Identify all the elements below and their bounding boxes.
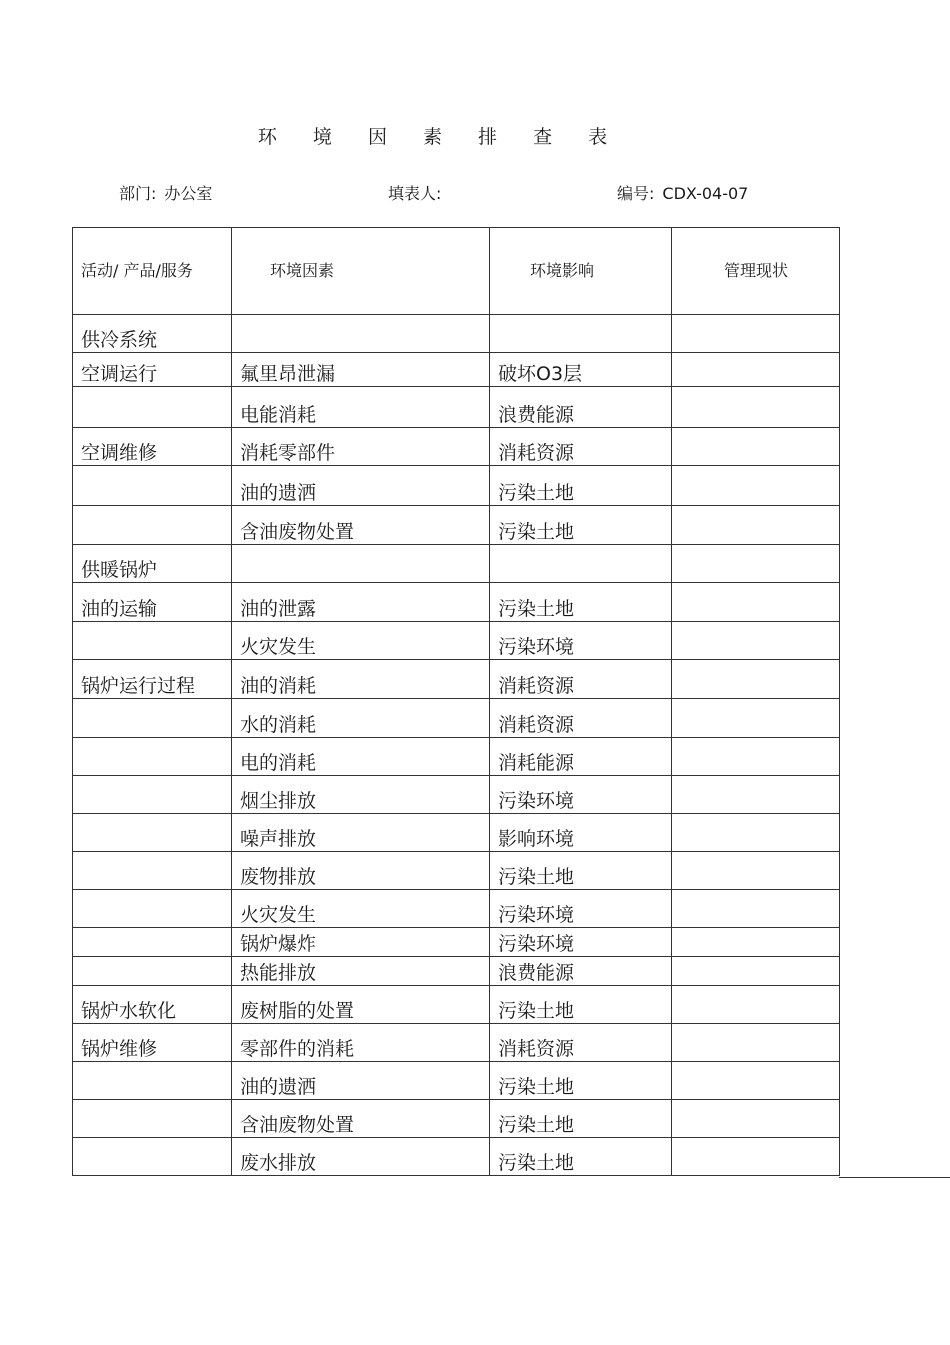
cell-status	[672, 1138, 840, 1176]
cell-activity: 供冷系统	[73, 315, 232, 353]
cell-impact: 污染土地	[490, 583, 672, 622]
cell-impact: 污染环境	[490, 776, 672, 814]
cell-activity	[73, 466, 232, 506]
cell-activity	[73, 699, 232, 738]
cell-factor: 热能排放	[232, 957, 490, 986]
table-row	[73, 1062, 840, 1100]
table-body	[73, 315, 840, 1176]
cell-status	[672, 890, 840, 928]
table-row	[73, 928, 840, 957]
environment-factor-table	[72, 227, 840, 1176]
cell-impact	[490, 545, 672, 583]
table-row	[73, 622, 840, 660]
cell-impact: 污染土地	[490, 986, 672, 1024]
department-value: 办公室	[164, 184, 213, 203]
cell-factor: 电能消耗	[232, 387, 490, 428]
cell-factor	[232, 315, 490, 353]
bottom-rule-extension	[839, 1177, 950, 1178]
cell-activity: 供暖锅炉	[73, 545, 232, 583]
cell-activity	[73, 387, 232, 428]
cell-status	[672, 957, 840, 986]
cell-activity: 锅炉水软化	[73, 986, 232, 1024]
cell-activity: 油的运输	[73, 583, 232, 622]
cell-status	[672, 428, 840, 466]
cell-status	[672, 583, 840, 622]
cell-factor: 油的消耗	[232, 660, 490, 699]
cell-impact: 消耗资源	[490, 660, 672, 699]
cell-activity	[73, 1138, 232, 1176]
cell-factor: 烟尘排放	[232, 776, 490, 814]
cell-status	[672, 545, 840, 583]
table-row	[73, 353, 840, 387]
cell-impact: 消耗资源	[490, 428, 672, 466]
table-row	[73, 814, 840, 852]
table-row	[73, 583, 840, 622]
table-row	[73, 1100, 840, 1138]
filler-label: 填表人:	[388, 184, 442, 203]
cell-factor: 电的消耗	[232, 738, 490, 776]
cell-impact: 污染土地	[490, 506, 672, 545]
table-row	[73, 776, 840, 814]
table-row	[73, 506, 840, 545]
cell-activity	[73, 506, 232, 545]
cell-status	[672, 814, 840, 852]
department-field	[119, 181, 212, 204]
cell-status	[672, 622, 840, 660]
document-title: 环 境 因 素 排 查 表	[257, 126, 623, 148]
table-row	[73, 957, 840, 986]
cell-impact: 污染土地	[490, 466, 672, 506]
cell-impact: 污染土地	[490, 852, 672, 890]
table-row	[73, 890, 840, 928]
cell-activity: 锅炉维修	[73, 1024, 232, 1062]
cell-impact: 消耗资源	[490, 1024, 672, 1062]
cell-impact	[490, 315, 672, 353]
cell-status	[672, 1100, 840, 1138]
cell-activity	[73, 1062, 232, 1100]
table-row	[73, 986, 840, 1024]
table-row	[73, 1024, 840, 1062]
table-row	[73, 428, 840, 466]
cell-status	[672, 986, 840, 1024]
cell-impact: 污染环境	[490, 622, 672, 660]
cell-status	[672, 699, 840, 738]
cell-factor: 噪声排放	[232, 814, 490, 852]
table-row	[73, 315, 840, 353]
cell-factor: 氟里昂泄漏	[232, 353, 490, 387]
table-row	[73, 852, 840, 890]
cell-activity: 锅炉运行过程	[73, 660, 232, 699]
table-row	[73, 699, 840, 738]
code-value: CDX-04-07	[662, 184, 749, 203]
cell-impact: 污染土地	[490, 1062, 672, 1100]
cell-status	[672, 387, 840, 428]
cell-status	[672, 776, 840, 814]
cell-factor: 废树脂的处置	[232, 986, 490, 1024]
cell-status	[672, 738, 840, 776]
cell-factor: 水的消耗	[232, 699, 490, 738]
cell-impact: 浪费能源	[490, 387, 672, 428]
cell-factor: 零部件的消耗	[232, 1024, 490, 1062]
cell-activity	[73, 928, 232, 957]
cell-factor: 废水排放	[232, 1138, 490, 1176]
cell-impact: 污染土地	[490, 1100, 672, 1138]
code-field	[617, 181, 748, 204]
cell-activity	[73, 814, 232, 852]
cell-status	[672, 852, 840, 890]
cell-factor: 含油废物处置	[232, 506, 490, 545]
cell-status	[672, 315, 840, 353]
cell-status	[672, 1062, 840, 1100]
cell-impact: 消耗能源	[490, 738, 672, 776]
table-row	[73, 1138, 840, 1176]
cell-impact: 消耗资源	[490, 699, 672, 738]
cell-factor: 消耗零部件	[232, 428, 490, 466]
cell-activity	[73, 776, 232, 814]
cell-status	[672, 353, 840, 387]
cell-activity	[73, 890, 232, 928]
cell-status	[672, 506, 840, 545]
table-row	[73, 387, 840, 428]
cell-impact: 浪费能源	[490, 957, 672, 986]
header-status: 管理现状	[672, 228, 840, 315]
table-row	[73, 738, 840, 776]
cell-factor	[232, 545, 490, 583]
cell-status	[672, 660, 840, 699]
cell-activity: 空调维修	[73, 428, 232, 466]
cell-status	[672, 928, 840, 957]
header-activity: 活动/ 产品/服务	[73, 228, 232, 315]
cell-impact: 污染环境	[490, 890, 672, 928]
table-row	[73, 466, 840, 506]
cell-activity	[73, 852, 232, 890]
table-row	[73, 545, 840, 583]
cell-impact: 污染环境	[490, 928, 672, 957]
cell-activity: 空调运行	[73, 353, 232, 387]
cell-impact: 污染土地	[490, 1138, 672, 1176]
cell-factor: 油的遗洒	[232, 466, 490, 506]
cell-factor: 废物排放	[232, 852, 490, 890]
table-header-row	[73, 228, 840, 315]
code-label: 编号:	[617, 184, 655, 203]
filler-field	[388, 181, 449, 204]
header-factor: 环境因素	[232, 228, 490, 315]
cell-activity	[73, 622, 232, 660]
cell-activity	[73, 1100, 232, 1138]
cell-factor: 火灾发生	[232, 622, 490, 660]
department-label: 部门:	[119, 184, 157, 203]
header-impact: 环境影响	[490, 228, 672, 315]
cell-factor: 油的遗洒	[232, 1062, 490, 1100]
cell-activity	[73, 957, 232, 986]
cell-activity	[73, 738, 232, 776]
cell-impact: 破坏O3层	[490, 353, 672, 387]
cell-status	[672, 1024, 840, 1062]
cell-factor: 油的泄露	[232, 583, 490, 622]
cell-status	[672, 466, 840, 506]
cell-factor: 含油废物处置	[232, 1100, 490, 1138]
cell-factor: 火灾发生	[232, 890, 490, 928]
table-row	[73, 660, 840, 699]
cell-impact: 影响环境	[490, 814, 672, 852]
cell-factor: 锅炉爆炸	[232, 928, 490, 957]
